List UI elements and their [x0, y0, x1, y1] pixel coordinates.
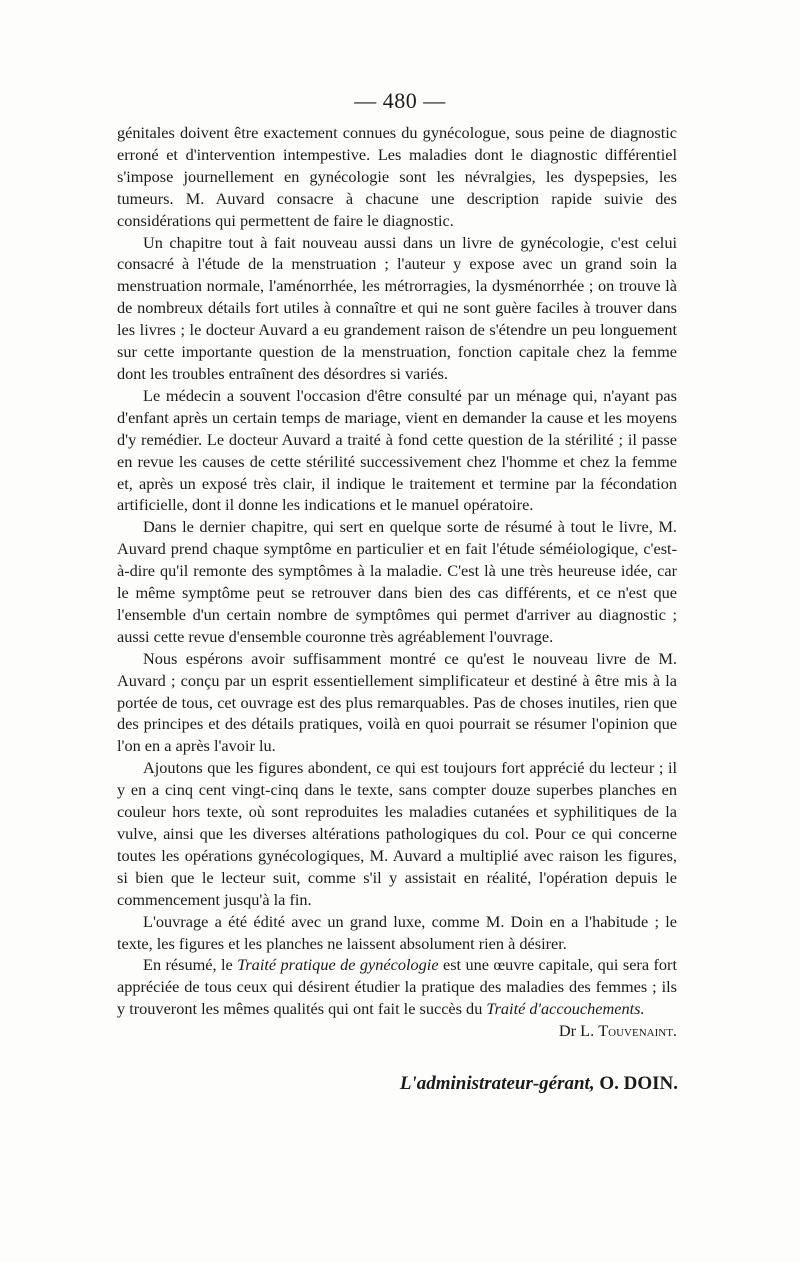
paragraph-6: Ajoutons que les figures abondent, ce qui est toujours fort apprécié du lecteur ; il y en a cinq cent vingt-cinq dans le texte, sans compter douze superbes planches en couleur hors texte, où sont reproduites les maladies cutanées et syphilitiques de la vulve, ainsi que les diverses altérations pathologiques du col. Pour ce qui concerne toutes les opérations gynécologiques, M. Auvard a multiplié avec raison les figures, si bien que le lecteur suit, comme s'il y assistait en réalité, l'opération depuis le commencement jusqu'à la fin. — [117, 758, 677, 909]
paragraph-7: L'ouvrage a été édité avec un grand luxe, comme M. Doin en a l'habitude ; le texte, les figures et les planches ne laissent absolument rien à désirer. — [117, 911, 677, 953]
paragraph-2: Un chapitre tout à fait nouveau aussi dans un livre de gynécologie, c'est celui consacré à l'étude de la menstruation ; l'auteur y expose avec un grand soin la menstruation normale, l'aménorrhée, les métrorragies, la dysménorrhée ; on trouve là de nombreux détails fort utiles à connaître et qui ne sont guère faciles à trouver dans les livres ; le docteur Auvard a eu grandement raison de s'étendre un peu longuement sur cette importante question de la menstruation, fonction capitale chez la femme dont les troubles entraînent des désordres si variés. — [117, 232, 677, 383]
signature-prefix: Dr L. — [558, 1021, 595, 1041]
reviewer-signature — [533, 1020, 677, 1042]
paragraph-3: Le médecin a souvent l'occasion d'être consulté par un ménage qui, n'ayant pas d'enfant après un certain temps de mariage, vient en demander la cause et les moyens d'y remédier. Le docteur Auvard a traité à fond cette question de la stérilité ; il passe en revue les causes de cette stérilité successivement chez l'homme et chez la femme et, après un exposé très clair, il indique le traitement et termine par la fécondation artificielle, dont il donne les indications et le manuel opératoire. — [117, 385, 677, 515]
publisher-imprint — [400, 1073, 678, 1095]
book-title-gynecologie: Traité pratique de gynécologie — [237, 955, 439, 975]
final-mid: est une œuvre capitale, qui sera fort appréciée de tous ceux qui désirent étudier la pratique des maladies des femmes ; ils y trouveront les mêmes qualités qui ont fait le succès du — [117, 955, 677, 1019]
imprint-role: L'administrateur-gérant, — [399, 1073, 595, 1094]
book-title-accouchements: Traité d'accouchements. — [486, 999, 645, 1019]
imprint-name: O. DOIN. — [599, 1073, 678, 1094]
final-lead: En résumé, le — [143, 955, 233, 975]
review-body — [117, 122, 677, 1042]
page-number: — 480 — — [354, 88, 446, 113]
paragraph-1: génitales doivent être exactement connues du gynécologue, sous peine de diagnostic erroné et d'intervention intempestive. Les maladies dont le diagnostic différentiel s'impose journellement en gynécologie sont les névralgies, les dyspepsies, les tumeurs. M. Auvard consacre à chacune une description rapide suivie des considérations qui permettent de faire le diagnostic. — [117, 123, 677, 230]
paragraph-4: Dans le dernier chapitre, qui sert en quelque sorte de résumé à tout le livre, M. Auvard prend chaque symptôme en particulier et en fait l'étude séméiologique, c'est-à-dire qu'il remonte des symptômes à la maladie. C'est là une très heureuse idée, car le même symptôme peut se retrouver dans bien des cas différents, et ce n'est que l'ensemble d'un certain nombre de symptômes qui permet d'arriver au diagnostic ; aussi cette revue d'ensemble couronne très agréablement l'ouvrage. — [117, 517, 677, 646]
paragraph-final — [117, 954, 677, 1041]
paragraph-5: Nous espérons avoir suffisamment montré ce qu'est le nouveau livre de M. Auvard ; conçu par un esprit essentiellement simplificateur et destiné à être mis à la portée de tous, cet ouvrage est des plus remarquables. Pas de choses inutiles, rien que des principes et des détails pratiques, voilà en quoi pourrait se résumer l'opinion que l'on en a après l'avoir lu. — [117, 648, 677, 756]
signature-name: Touvenaint. — [598, 1021, 677, 1041]
